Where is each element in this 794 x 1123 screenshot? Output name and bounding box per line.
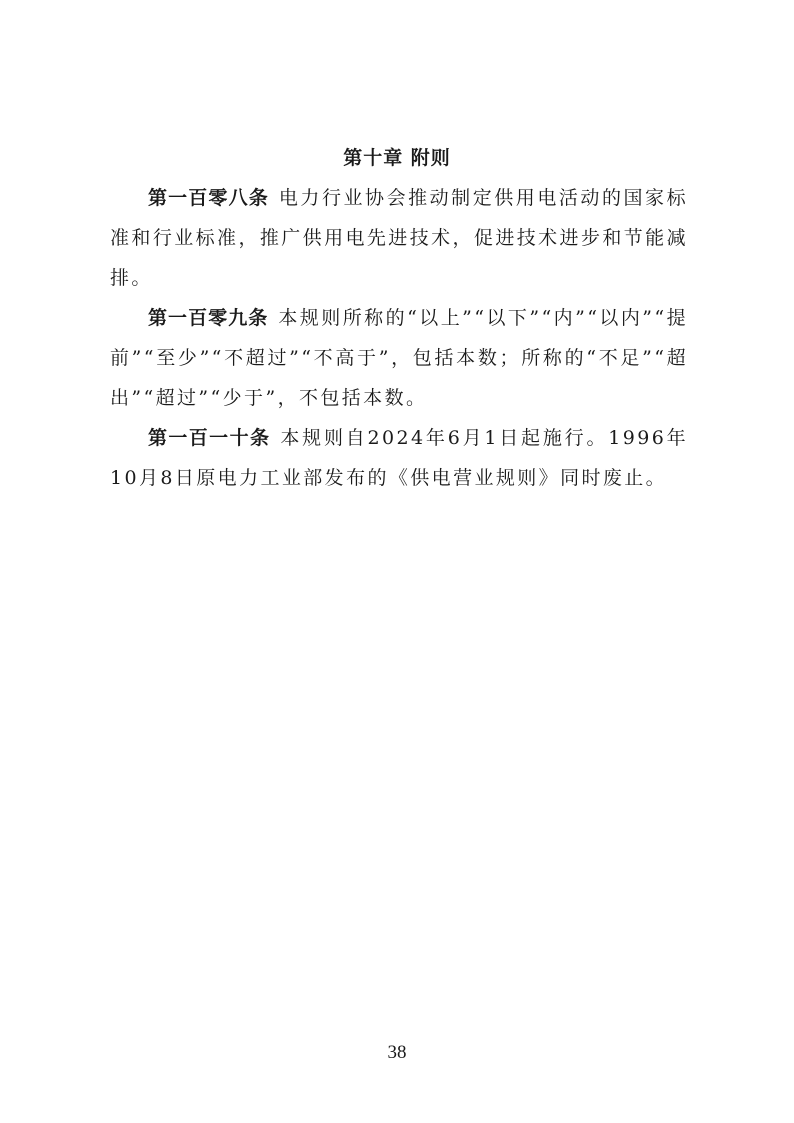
article-108	[110, 178, 688, 298]
article-list	[110, 178, 688, 498]
article-number: 第一百一十条	[148, 427, 271, 449]
article-109	[110, 298, 688, 418]
article-110	[110, 418, 688, 498]
article-number: 第一百零九条	[148, 307, 269, 329]
chapter-title: 第十章 附则	[343, 147, 451, 169]
page-number: 38	[387, 1042, 407, 1063]
article-text: 本规则自2024年6月1日起施行。1996年10月8日原电力工业部发布的《供电营业规则》同时废止。	[110, 427, 688, 489]
article-text: 本规则所称的“以上”“以下”“内”“以内”“提前”“至少”“不超过”“不高于”，包括本数；所称的“不足”“超出”“超过”“少于”，不包括本数。	[110, 307, 688, 409]
article-text: 电力行业协会推动制定供用电活动的国家标准和行业标准，推广供用电先进技术，促进技术进步和节能减排。	[110, 187, 688, 289]
article-number: 第一百零八条	[148, 187, 269, 209]
